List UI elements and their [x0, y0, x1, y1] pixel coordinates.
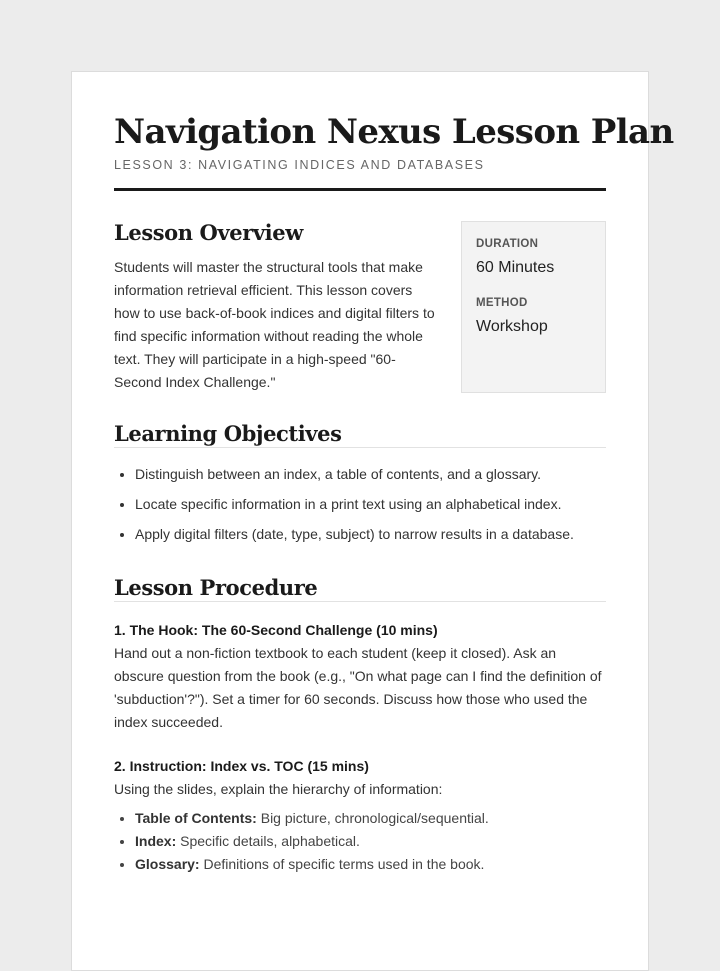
- objective-item: • Distinguish between an index, a table of contents, and a glossary.: [135, 464, 574, 494]
- definition-item: [135, 808, 489, 831]
- lesson-plan-page: [71, 71, 674, 971]
- objectives-heading: Learning Objectives: [114, 421, 606, 448]
- definition-text: Definitions of specific terms used in the book.: [199, 856, 485, 872]
- definition-term: Index:: [135, 833, 177, 849]
- page-title: Navigation Nexus Lesson Plan: [114, 112, 674, 152]
- definition-text: Big picture, chronological/sequential.: [256, 810, 489, 826]
- method-label: METHOD: [476, 297, 528, 309]
- page-subtitle: LESSON 3: NAVIGATING INDICES AND DATABASES: [114, 158, 485, 172]
- definition-item: [135, 854, 489, 877]
- duration-label: DURATION: [476, 238, 539, 250]
- lesson-meta-box: [461, 221, 606, 393]
- method-value: Workshop: [476, 318, 548, 335]
- step-2-body: Using the slides, explain the hierarchy of information:: [114, 781, 443, 797]
- procedure-heading: Lesson Procedure: [114, 575, 606, 602]
- objectives-list: [114, 464, 574, 554]
- step-1-title: 1. The Hook: The 60-Second Challenge (10 mins): [114, 622, 438, 638]
- overview-text: Students will master the structural tools that make information retrieval efficient. This lesson covers how to use back-of-book indices and digital filters to find specific information without reading the whole text. They will participate in a high-speed "60-Second Index Challenge.": [114, 259, 435, 390]
- header-divider: [114, 188, 606, 191]
- definition-term: Table of Contents:: [135, 810, 257, 826]
- objective-item: • Locate specific information in a print text using an alphabetical index.: [135, 494, 574, 524]
- definition-text: Specific details, alphabetical.: [176, 833, 360, 849]
- definition-term: Glossary:: [135, 856, 200, 872]
- definition-item: [135, 831, 489, 854]
- definitions-list: [114, 808, 489, 877]
- step-1-body: Hand out a non-fiction textbook to each student (keep it closed). Ask an obscure question from the book (e.g., "On what page can I find the definition of 'subduction'?"). Set a timer for 60 seconds. Discuss how those who used the index succeeded.: [114, 645, 602, 730]
- overview-heading: Lesson Overview: [114, 220, 303, 245]
- duration-value: 60 Minutes: [476, 259, 555, 276]
- step-2-title: 2. Instruction: Index vs. TOC (15 mins): [114, 758, 369, 774]
- objective-item: • Apply digital filters (date, type, subject) to narrow results in a database.: [135, 524, 574, 554]
